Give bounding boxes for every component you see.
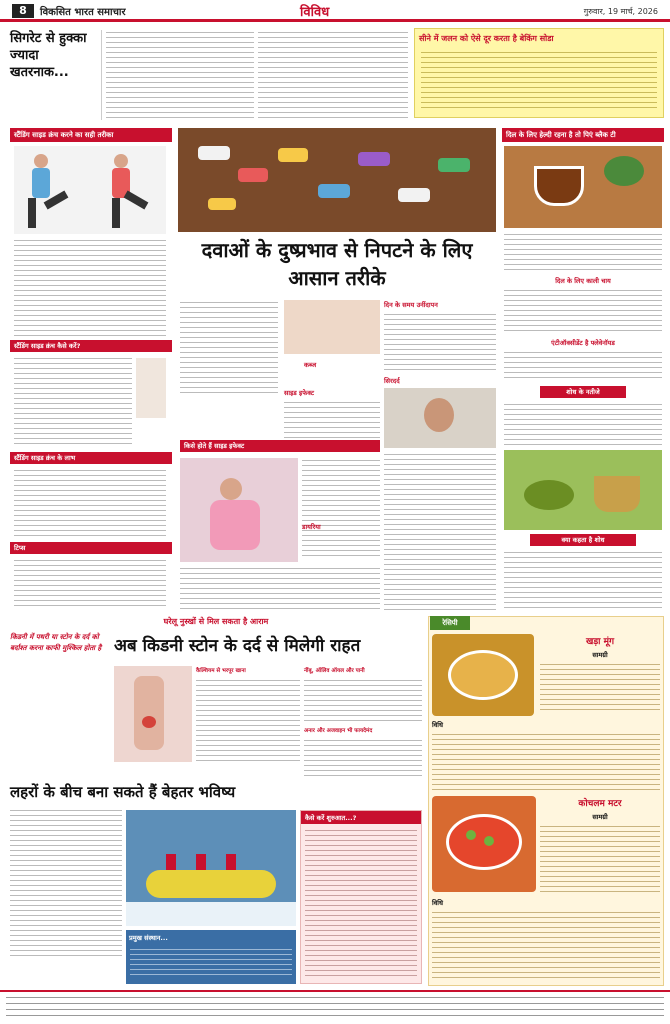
person-torso [32,168,50,198]
imprint-lines [6,995,664,1021]
pill [318,184,350,198]
green-tea-photo [504,450,662,530]
rafter [226,854,236,870]
page-header [0,0,670,22]
dish1-title: खड़ा मूंग [585,637,615,647]
institutes-list [130,947,292,977]
black-tea-text [504,288,662,334]
kidney-pain-photo [114,666,192,762]
headache-title: सिरदर्द [384,377,400,385]
pill [438,158,470,172]
waves-lead [10,808,122,968]
tea-cup [534,166,584,206]
imprint-footer [0,990,670,1024]
standing-benefits-title: स्टैंडिंग साइड क्रंच के लाभ [10,452,172,464]
constipation-title: कब्ज [304,361,317,369]
standing-tips-text [14,558,166,610]
how-to-start-text [305,828,417,980]
dish2-method-title: विधि [432,899,443,907]
dish1-ingredients-list [540,662,660,714]
person-head [34,154,48,168]
cigarette-title: सिगरेट से हुक्का ज्यादा खतरनाक... [10,31,87,80]
side-effect-text [284,400,380,440]
exercise-photo [14,146,166,234]
kidney-s3-title: अनार और अजवाइन भी फायदेमंद [304,728,373,734]
pill [278,148,308,162]
person-leg-raised-2 [124,191,149,210]
cold-title: सीने में जलन को ऐसे दूर करता है बेकिंग सोडा [419,34,554,43]
pill [208,198,236,210]
kidney-highlight [142,716,156,728]
matar-photo [432,796,536,892]
sick-woman-photo [180,458,298,562]
back-torso [134,676,164,750]
kidney-lead: किडनी में पथरी या स्टोन के दर्द को बर्दाश्त करना काफी मुश्किल होता है [10,633,102,652]
exercise-photo-small [136,358,166,418]
dish2-ingredients-list [540,824,660,892]
heart-title: दिल के लिए हेल्दी रहना है तो पिएं ब्लैक टी [502,128,664,142]
standing-how-text [14,356,132,448]
kidney-s2-title: नींबू, ऑलिव ऑयल और पानी [304,668,365,674]
rafting-photo [126,810,296,926]
woman-body [210,500,260,550]
research-text [504,402,662,446]
flavonoid-text [504,350,662,382]
institutes-title: प्रमुख संस्थान... [129,934,168,942]
rafter [196,854,206,870]
cigarette-text-2 [258,30,408,118]
section-title: विविध [300,5,330,20]
waves-lead-lines [10,808,122,958]
dish2-method-text [432,910,660,982]
kidney-kicker: घरेलू नुस्खों से मिल सकता है आराम [163,617,269,626]
headache-text [384,452,496,610]
cold-box [414,28,664,118]
side-effect-title: साइड इफेक्ट [284,389,315,397]
diarrhea-title: डायरिया [302,523,321,531]
kidney-s3-text [304,738,422,778]
cigarette-text [106,30,254,118]
pills-photo [178,128,496,232]
sleepy-title: दिन के समय उनींदापन [384,301,438,309]
dish2-title: कोचलम मटर [578,799,622,809]
who-text [302,458,380,558]
water-spray [126,902,296,926]
kidney-headline: अब किडनी स्टोन के दर्द से मिलेगी राहत [114,636,361,656]
main-bottom-text [180,566,380,610]
dish1-method-text [432,732,660,790]
dish1-method-title: विधि [432,721,443,729]
research-title: शोध के नतीजे [540,386,626,398]
dish1-ingredients-title: सामग्री [592,651,608,659]
cold-text [421,50,657,112]
pill [198,146,230,160]
how-to-start-title: कैसे करें शुरुआत...? [301,811,421,824]
tea-leaves [604,156,644,186]
rafter [166,854,176,870]
kidney-s1-title: कैल्शियम से भरपूर खाना [196,668,246,674]
recipe-label: रेसिपी [430,616,470,630]
moong-bowl [448,650,518,700]
page-number: 8 [12,4,34,18]
main-text-col1 [180,300,278,396]
person-leg-2 [112,198,120,228]
main-headline: दवाओं के दुष्प्रभाव से निपटने के लिए आसान तरीके [201,238,473,290]
standing-intro [14,238,166,336]
pill [358,152,390,166]
standing-tips-title: टिप्स [10,542,172,554]
pea [484,836,494,846]
person-head-2 [114,154,128,168]
tea-bowl [524,480,574,510]
man-head [424,398,454,432]
what-research-says-title: क्या कहता है शोध [530,534,636,546]
waves-headline: लहरों के बीच बना सकते हैं बेहतर भविष्य [10,783,236,801]
pea [466,830,476,840]
dish2-ingredients-title: सामग्री [592,813,608,821]
pill [238,168,268,182]
headache-photo [384,388,496,448]
kidney-s1-text [196,678,300,762]
sleepy-text [384,312,496,372]
flavonoid-title: एंटीऑक्सीडेंट है फ्लेवेनॉयड [551,339,615,347]
standing-benefits-text [14,468,166,538]
who-title: किसे होते हैं साइड इफेक्ट [180,440,380,452]
hand-pill-photo [284,300,380,354]
what-research-says-text [504,550,662,610]
woman-head [220,478,242,500]
standing-how-title: स्टैंडिंग साइड क्रंच कैसे करें? [10,340,172,352]
black-tea-title: दिल के लिए काली चाय [555,277,611,285]
institutes-box [126,930,296,984]
cigarette-box [10,30,102,120]
tea-glass [594,476,640,512]
moong-photo [432,634,534,716]
paper-name: विकसित भारत समाचार [40,7,126,18]
issue-date: गुरुवार, 19 मार्च, 2026 [583,7,658,16]
person-leg [28,198,36,228]
standing-title: स्टैंडिंग साइड क्रंच करने का सही तरीका [10,128,172,142]
how-to-start-box [300,810,422,984]
kidney-s2-text [304,678,422,722]
raft [146,870,276,898]
tea-photo [504,146,662,228]
heart-intro [504,232,662,272]
pill [398,188,430,202]
